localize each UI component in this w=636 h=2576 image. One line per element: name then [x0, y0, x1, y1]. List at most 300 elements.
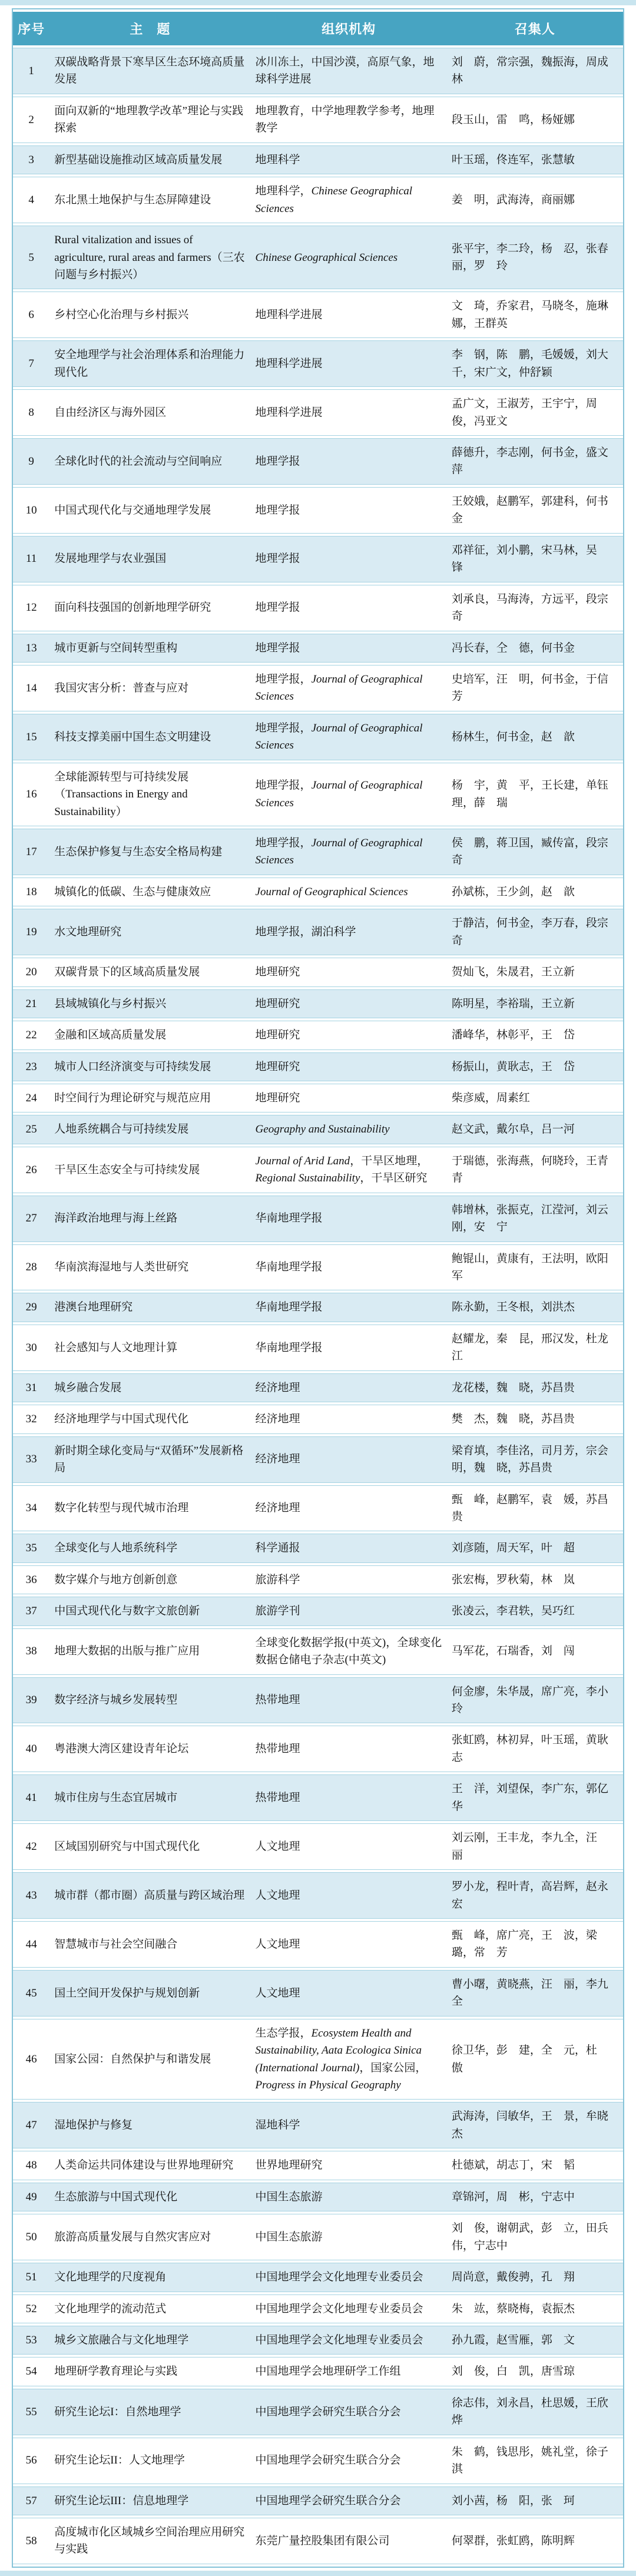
table-row	[13, 1921, 623, 1968]
theme-cell: 东北黑土地保护与生态屏障建设	[49, 177, 250, 223]
organizer-cell: 地理学报	[251, 536, 447, 582]
table-row	[13, 763, 623, 826]
table-row	[13, 2326, 623, 2355]
table-row	[13, 487, 623, 534]
organizer-cell: 生态学报，Ecosystem Health and Sustainability, Aata Ecologica Sinica (International Journal)，国家公园，Progress in Physical Geography	[251, 2019, 447, 2100]
conveners-cell: 邓祥征，刘小鹏，宋马林，吴 锋	[447, 536, 623, 582]
table-row	[13, 340, 623, 387]
organizer-cell: 地理科学，Chinese Geographical Sciences	[251, 177, 447, 223]
organizer-cell: 旅游科学	[251, 1565, 447, 1594]
theme-cell: 城乡文旅融合与文化地理学	[49, 2326, 250, 2355]
program-table-wrap	[12, 8, 624, 2568]
conveners-cell: 张平宇，李二玲，杨 忍，张春丽，罗 玲	[447, 226, 623, 289]
table-row	[13, 1726, 623, 1772]
row-number-cell: 30	[13, 1325, 49, 1371]
row-number-cell: 14	[13, 665, 49, 711]
row-number-cell: 21	[13, 989, 49, 1018]
conveners-cell: 韩增林，张振克，江滢河，刘云刚，安 宁	[447, 1196, 623, 1242]
table-row	[13, 226, 623, 289]
conveners-cell: 杨林生，何书金，赵 歆	[447, 714, 623, 760]
table-row	[13, 2389, 623, 2435]
table-row	[13, 2019, 623, 2100]
organizer-cell: 中国生态旅游	[251, 2214, 447, 2260]
conveners-cell: 曹小曙，黄晓燕，汪 丽，李九全	[447, 1970, 623, 2017]
theme-cell: 港澳台地理研究	[49, 1293, 250, 1322]
theme-cell: 国家公园：自然保护与和谐发展	[49, 2019, 250, 2100]
theme-cell: 安全地理学与社会治理体系和治理能力现代化	[49, 340, 250, 387]
table-row	[13, 2263, 623, 2292]
conveners-cell: 孙斌栋，王少剑，赵 歆	[447, 878, 623, 906]
table-row	[13, 1970, 623, 2017]
theme-cell: 研究生论坛I：自然地理学	[49, 2389, 250, 2435]
conveners-cell: 陈明星，李裕瑞，王立新	[447, 989, 623, 1018]
conveners-cell: 甄 峰，赵鹏军，袁 媛，苏昌贵	[447, 1485, 623, 1532]
theme-cell: 研究生论坛II：人文地理学	[49, 2438, 250, 2484]
theme-cell: 湿地保护与修复	[49, 2102, 250, 2148]
organizer-cell: 人文地理	[251, 1823, 447, 1870]
organizer-cell: 地理科学	[251, 145, 447, 174]
organizer-cell: 全球变化数据学报(中英文)，全球变化数据仓储电子杂志(中英文)	[251, 1628, 447, 1675]
theme-cell: 乡村空心化治理与乡村振兴	[49, 292, 250, 338]
table-row	[13, 1597, 623, 1625]
organizer-cell: 东莞广量控股集团有限公司	[251, 2518, 447, 2564]
organizer-cell: 湿地科学	[251, 2102, 447, 2148]
conveners-cell: 张凌云，李君轶，吴巧红	[447, 1597, 623, 1625]
row-number-cell: 3	[13, 145, 49, 174]
conveners-cell: 冯长春，仝 德，何书金	[447, 634, 623, 663]
theme-cell: 数字媒介与地方创新创意	[49, 1565, 250, 1594]
table-row	[13, 1293, 623, 1322]
conveners-cell: 梁育填，李佳洺，司月芳，宗会明，魏 晓，苏昌贵	[447, 1436, 623, 1483]
table-row	[13, 1823, 623, 1870]
organizer-cell: 地理学报	[251, 585, 447, 631]
theme-cell: 高度城市化区域城乡空间治理应用研究与实践	[49, 2518, 250, 2564]
organizer-cell: 中国地理学会研究生联合分会	[251, 2389, 447, 2435]
row-number-cell: 1	[13, 48, 49, 94]
table-row	[13, 2438, 623, 2484]
row-number-cell: 29	[13, 1293, 49, 1322]
table-row	[13, 1147, 623, 1193]
row-number-cell: 23	[13, 1052, 49, 1081]
organizer-cell: 华南地理学报	[251, 1196, 447, 1242]
row-number-cell: 27	[13, 1196, 49, 1242]
organizer-cell: 地理学报，Journal of Geographical Sciences	[251, 763, 447, 826]
conveners-cell: 刘承良，马海涛，方远平，段宗奇	[447, 585, 623, 631]
theme-cell: 金融和区域高质量发展	[49, 1021, 250, 1049]
row-number-cell: 46	[13, 2019, 49, 2100]
conveners-cell: 刘 俊，白 凯，唐雪琼	[447, 2357, 623, 2386]
col-header-theme: 主 题	[49, 12, 250, 45]
table-row	[13, 1115, 623, 1144]
organizer-cell: 地理研究	[251, 1084, 447, 1112]
theme-cell: 旅游高质量发展与自然灾害应对	[49, 2214, 250, 2260]
conveners-cell: 刘 俊，谢朝武，彭 立，田兵伟，宁志中	[447, 2214, 623, 2260]
table-row	[13, 1325, 623, 1371]
organizer-cell: 地理研究	[251, 958, 447, 986]
row-number-cell: 47	[13, 2102, 49, 2148]
conveners-cell: 马军花，石瑞香，刘 闯	[447, 1628, 623, 1675]
organizer-cell: 中国生态旅游	[251, 2183, 447, 2211]
table-row	[13, 1196, 623, 1242]
organizer-cell: 地理学报	[251, 634, 447, 663]
row-number-cell: 25	[13, 1115, 49, 1144]
row-number-cell: 38	[13, 1628, 49, 1675]
table-row	[13, 97, 623, 143]
conveners-cell: 于瑞德，张海燕，何晓玲，王青青	[447, 1147, 623, 1193]
conveners-cell: 贺灿飞，朱晟君，王立新	[447, 958, 623, 986]
row-number-cell: 32	[13, 1405, 49, 1433]
row-number-cell: 33	[13, 1436, 49, 1483]
row-number-cell: 49	[13, 2183, 49, 2211]
theme-cell: 自由经济区与海外园区	[49, 389, 250, 436]
row-number-cell: 54	[13, 2357, 49, 2386]
conveners-cell: 章锦河，周 彬，宁志中	[447, 2183, 623, 2211]
organizer-cell: 地理研究	[251, 1021, 447, 1049]
conveners-cell: 李 钢，陈 鹏，毛媛媛，刘大千，宋广文，仲舒颖	[447, 340, 623, 387]
organizer-cell: 地理科学进展	[251, 340, 447, 387]
conveners-cell: 孙九霞，赵雪雁，郭 文	[447, 2326, 623, 2355]
col-header-number: 序号	[13, 12, 49, 45]
table-row	[13, 536, 623, 582]
table-row	[13, 634, 623, 663]
theme-cell: 粤港澳大湾区建设青年论坛	[49, 1726, 250, 1772]
table-row	[13, 878, 623, 906]
organizer-cell: Journal of Arid Land，干旱区地理，Regional Sustainability，干旱区研究	[251, 1147, 447, 1193]
table-row	[13, 1485, 623, 1532]
table-row	[13, 1405, 623, 1433]
conveners-cell: 刘小茜，杨 阳，张 珂	[447, 2486, 623, 2515]
row-number-cell: 34	[13, 1485, 49, 1532]
table-row	[13, 989, 623, 1018]
organizer-cell: 华南地理学报	[251, 1325, 447, 1371]
conveners-cell: 徐卫华，彭 建，全 元，杜 傲	[447, 2019, 623, 2100]
theme-cell: 城市人口经济演变与可持续发展	[49, 1052, 250, 1081]
theme-cell: 城市更新与空间转型重构	[49, 634, 250, 663]
organizer-cell: 人文地理	[251, 1921, 447, 1968]
conveners-cell: 潘峰华，林彰平，王 岱	[447, 1021, 623, 1049]
row-number-cell: 37	[13, 1597, 49, 1625]
conveners-cell: 鲍锟山，黄康有，王法明，欧阳军	[447, 1244, 623, 1291]
table-row	[13, 2183, 623, 2211]
row-number-cell: 17	[13, 829, 49, 875]
organizer-cell: 中国地理学会地理研学工作组	[251, 2357, 447, 2386]
table-row	[13, 1373, 623, 1402]
conveners-cell: 姜 明，武海涛，商丽娜	[447, 177, 623, 223]
organizer-cell: Geography and Sustainability	[251, 1115, 447, 1144]
theme-cell: 全球能源转型与可持续发展（Transactions in Energy and Sustainability）	[49, 763, 250, 826]
organizer-cell: 经济地理	[251, 1436, 447, 1483]
conveners-cell: 王 洋，刘望保，李广东，郭亿华	[447, 1774, 623, 1821]
theme-cell: 地理研学教育理论与实践	[49, 2357, 250, 2386]
organizer-cell: 经济地理	[251, 1373, 447, 1402]
theme-cell: 中国式现代化与交通地理学发展	[49, 487, 250, 534]
theme-cell: 面向科技强国的创新地理学研究	[49, 585, 250, 631]
organizer-cell: 热带地理	[251, 1774, 447, 1821]
conveners-cell: 王姣娥，赵鹏军，郭建科，何书金	[447, 487, 623, 534]
theme-cell: 城镇化的低碳、生态与健康效应	[49, 878, 250, 906]
conveners-cell: 叶玉瑶，佟连军，张慧敏	[447, 145, 623, 174]
row-number-cell: 28	[13, 1244, 49, 1291]
theme-cell: 干旱区生态安全与可持续发展	[49, 1147, 250, 1193]
theme-cell: 城乡融合发展	[49, 1373, 250, 1402]
organizer-cell: 热带地理	[251, 1726, 447, 1772]
table-row	[13, 1628, 623, 1675]
theme-cell: 县域城镇化与乡村振兴	[49, 989, 250, 1018]
organizer-cell: 中国地理学会研究生联合分会	[251, 2486, 447, 2515]
organizer-cell: 经济地理	[251, 1405, 447, 1433]
organizer-cell: 中国地理学会研究生联合分会	[251, 2438, 447, 2484]
theme-cell: Rural vitalization and issues of agriculture, rural areas and farmers（三农问题与乡村振兴）	[49, 226, 250, 289]
organizer-cell: 地理学报	[251, 487, 447, 534]
row-number-cell: 20	[13, 958, 49, 986]
table-row	[13, 585, 623, 631]
theme-cell: 水文地理研究	[49, 909, 250, 955]
row-number-cell: 12	[13, 585, 49, 631]
col-header-organizer: 组织机构	[251, 12, 447, 45]
theme-cell: 人类命运共同体建设与世界地理研究	[49, 2151, 250, 2180]
table-row	[13, 1084, 623, 1112]
theme-cell: 智慧城市与社会空间融合	[49, 1921, 250, 1968]
table-header	[13, 12, 623, 45]
theme-cell: 经济地理学与中国式现代化	[49, 1405, 250, 1433]
theme-cell: 区域国别研究与中国式现代化	[49, 1823, 250, 1870]
theme-cell: 时空间行为理论研究与规范应用	[49, 1084, 250, 1112]
theme-cell: 发展地理学与农业强国	[49, 536, 250, 582]
table-row	[13, 1021, 623, 1049]
row-number-cell: 11	[13, 536, 49, 582]
theme-cell: 生态旅游与中国式现代化	[49, 2183, 250, 2211]
conveners-cell: 武海涛，闫敏华，王 景，牟晓杰	[447, 2102, 623, 2148]
theme-cell: 数字化转型与现代城市治理	[49, 1485, 250, 1532]
row-number-cell: 9	[13, 438, 49, 485]
col-header-conveners: 召集人	[447, 12, 623, 45]
table-body	[13, 48, 623, 2564]
conveners-cell: 史培军，汪 明，何书金，于信芳	[447, 665, 623, 711]
row-number-cell: 50	[13, 2214, 49, 2260]
theme-cell: 研究生论坛III：信息地理学	[49, 2486, 250, 2515]
table-row	[13, 292, 623, 338]
table-row	[13, 2357, 623, 2386]
table-row	[13, 1565, 623, 1594]
conveners-cell: 徐志伟，刘永昌，杜思媛，王欣烨	[447, 2389, 623, 2435]
theme-cell: 城市住房与生态宜居城市	[49, 1774, 250, 1821]
row-number-cell: 51	[13, 2263, 49, 2292]
organizer-cell: 中国地理学会文化地理专业委员会	[251, 2326, 447, 2355]
row-number-cell: 31	[13, 1373, 49, 1402]
conveners-cell: 于静洁，何书金，李万春，段宗奇	[447, 909, 623, 955]
row-number-cell: 8	[13, 389, 49, 436]
table-row	[13, 829, 623, 875]
theme-cell: 生态保护修复与生态安全格局构建	[49, 829, 250, 875]
organizer-cell: 地理教育，中学地理教学参考，地理教学	[251, 97, 447, 143]
row-number-cell: 43	[13, 1872, 49, 1919]
conveners-cell: 刘云刚，王丰龙，李九全，汪 丽	[447, 1823, 623, 1870]
row-number-cell: 7	[13, 340, 49, 387]
row-number-cell: 53	[13, 2326, 49, 2355]
row-number-cell: 4	[13, 177, 49, 223]
organizer-cell: 地理学报，Journal of Geographical Sciences	[251, 829, 447, 875]
organizer-cell: 中国地理学会文化地理专业委员会	[251, 2294, 447, 2323]
organizer-cell: 地理科学进展	[251, 292, 447, 338]
table-row	[13, 2294, 623, 2323]
organizer-cell: 人文地理	[251, 1970, 447, 2017]
conveners-cell: 陈永勤，王冬根，刘洪杰	[447, 1293, 623, 1322]
table-row	[13, 1052, 623, 1081]
theme-cell: 华南滨海湿地与人类世研究	[49, 1244, 250, 1291]
row-number-cell: 39	[13, 1677, 49, 1724]
theme-cell: 文化地理学的流动范式	[49, 2294, 250, 2323]
row-number-cell: 10	[13, 487, 49, 534]
conveners-cell: 赵文武，戴尔阜，吕一河	[447, 1115, 623, 1144]
top-decor-strip	[0, 0, 636, 5]
table-row	[13, 177, 623, 223]
row-number-cell: 6	[13, 292, 49, 338]
conveners-cell: 杨振山，黄耿志，王 岱	[447, 1052, 623, 1081]
row-number-cell: 48	[13, 2151, 49, 2180]
conveners-cell: 刘彦随，周天军，叶 超	[447, 1534, 623, 1562]
table-row	[13, 958, 623, 986]
conveners-cell: 孟广文，王淑芳，王宇宁，周 俊，冯亚文	[447, 389, 623, 436]
organizer-cell: 地理研究	[251, 989, 447, 1018]
table-row	[13, 1534, 623, 1562]
conveners-cell: 段玉山，雷 鸣，杨娅娜	[447, 97, 623, 143]
row-number-cell: 26	[13, 1147, 49, 1193]
table-row	[13, 665, 623, 711]
row-number-cell: 56	[13, 2438, 49, 2484]
row-number-cell: 22	[13, 1021, 49, 1049]
theme-cell: 新型基础设施推动区域高质量发展	[49, 145, 250, 174]
table-row	[13, 1244, 623, 1291]
row-number-cell: 42	[13, 1823, 49, 1870]
organizer-cell: 世界地理研究	[251, 2151, 447, 2180]
table-row	[13, 1677, 623, 1724]
table-row	[13, 389, 623, 436]
organizer-cell: 热带地理	[251, 1677, 447, 1724]
organizer-cell: 地理学报，湖泊科学	[251, 909, 447, 955]
conveners-cell: 柴彦威，周素红	[447, 1084, 623, 1112]
organizer-cell: 地理学报，Journal of Geographical Sciences	[251, 665, 447, 711]
table-row	[13, 1872, 623, 1919]
organizer-cell: 华南地理学报	[251, 1293, 447, 1322]
conveners-cell: 张宏梅，罗秋菊，林 岚	[447, 1565, 623, 1594]
theme-cell: 中国式现代化与数字文旅创新	[49, 1597, 250, 1625]
row-number-cell: 24	[13, 1084, 49, 1112]
row-number-cell: 44	[13, 1921, 49, 1968]
row-number-cell: 35	[13, 1534, 49, 1562]
theme-cell: 新时期全球化变局与“双循环”发展新格局	[49, 1436, 250, 1483]
theme-cell: 文化地理学的尺度视角	[49, 2263, 250, 2292]
theme-cell: 城市群（都市圈）高质量与跨区域治理	[49, 1872, 250, 1919]
theme-cell: 全球变化与人地系统科学	[49, 1534, 250, 1562]
theme-cell: 我国灾害分析：普查与应对	[49, 665, 250, 711]
conveners-cell: 周尚意，戴俊骋，孔 翔	[447, 2263, 623, 2292]
conveners-cell: 薛德升，李志刚，何书金，盛文萍	[447, 438, 623, 485]
conveners-cell: 杜德斌，胡志丁，宋 韬	[447, 2151, 623, 2180]
conveners-cell: 刘 蔚，常宗强，魏振海，周成林	[447, 48, 623, 94]
row-number-cell: 55	[13, 2389, 49, 2435]
conveners-cell: 朱 竑，蔡晓梅，袁振杰	[447, 2294, 623, 2323]
bottom-decor-strip	[0, 2571, 636, 2576]
conveners-cell: 樊 杰，魏 晓，苏昌贵	[447, 1405, 623, 1433]
theme-cell: 人地系统耦合与可持续发展	[49, 1115, 250, 1144]
conveners-cell: 赵耀龙，秦 昆，邢汉发，杜龙江	[447, 1325, 623, 1371]
row-number-cell: 16	[13, 763, 49, 826]
row-number-cell: 13	[13, 634, 49, 663]
organizer-cell: 地理学报，Journal of Geographical Sciences	[251, 714, 447, 760]
header-row	[13, 12, 623, 45]
row-number-cell: 19	[13, 909, 49, 955]
organizer-cell: Chinese Geographical Sciences	[251, 226, 447, 289]
table-row	[13, 1774, 623, 1821]
row-number-cell: 40	[13, 1726, 49, 1772]
organizer-cell: 旅游学刊	[251, 1597, 447, 1625]
row-number-cell: 57	[13, 2486, 49, 2515]
row-number-cell: 41	[13, 1774, 49, 1821]
theme-cell: 面向双新的“地理教学改革”理论与实践探索	[49, 97, 250, 143]
row-number-cell: 5	[13, 226, 49, 289]
theme-cell: 国土空间开发保护与规划创新	[49, 1970, 250, 2017]
row-number-cell: 36	[13, 1565, 49, 1594]
table-row	[13, 2486, 623, 2515]
row-number-cell: 58	[13, 2518, 49, 2564]
conveners-cell: 朱 鹤，钱思彤，姚礼堂，徐子淇	[447, 2438, 623, 2484]
theme-cell: 科技支撑美丽中国生态文明建设	[49, 714, 250, 760]
table-row	[13, 2151, 623, 2180]
organizer-cell: 地理研究	[251, 1052, 447, 1081]
organizer-cell: 地理科学进展	[251, 389, 447, 436]
row-number-cell: 2	[13, 97, 49, 143]
conveners-cell: 罗小龙，程叶青，高岩辉，赵永宏	[447, 1872, 623, 1919]
table-row	[13, 714, 623, 760]
theme-cell: 数字经济与城乡发展转型	[49, 1677, 250, 1724]
conveners-cell: 何金廖，朱华晟，席广亮，李小玲	[447, 1677, 623, 1724]
table-row	[13, 2214, 623, 2260]
table-row	[13, 2102, 623, 2148]
table-row	[13, 2518, 623, 2564]
conveners-cell: 何翠群，张虹鸥，陈明辉	[447, 2518, 623, 2564]
organizer-cell: 华南地理学报	[251, 1244, 447, 1291]
row-number-cell: 18	[13, 878, 49, 906]
row-number-cell: 45	[13, 1970, 49, 2017]
theme-cell: 地理大数据的出版与推广应用	[49, 1628, 250, 1675]
program-table	[13, 9, 623, 2567]
theme-cell: 海洋政治地理与海上丝路	[49, 1196, 250, 1242]
organizer-cell: 经济地理	[251, 1485, 447, 1532]
table-row	[13, 438, 623, 485]
organizer-cell: 人文地理	[251, 1872, 447, 1919]
conveners-cell: 张虹鸥，林初昇，叶玉瑶，黄耿志	[447, 1726, 623, 1772]
organizer-cell: Journal of Geographical Sciences	[251, 878, 447, 906]
organizer-cell: 中国地理学会文化地理专业委员会	[251, 2263, 447, 2292]
row-number-cell: 15	[13, 714, 49, 760]
table-row	[13, 1436, 623, 1483]
conveners-cell: 甄 峰，席广亮，王 波，梁 璐，常 芳	[447, 1921, 623, 1968]
organizer-cell: 科学通报	[251, 1534, 447, 1562]
row-number-cell: 52	[13, 2294, 49, 2323]
organizer-cell: 地理学报	[251, 438, 447, 485]
conveners-cell: 文 琦，乔家君，马晓冬，施琳娜，王群英	[447, 292, 623, 338]
conveners-cell: 龙花楼，魏 晓，苏昌贵	[447, 1373, 623, 1402]
table-row	[13, 145, 623, 174]
organizer-cell: 冰川冻土，中国沙漠，高原气象，地球科学进展	[251, 48, 447, 94]
table-row	[13, 48, 623, 94]
theme-cell: 双碳背景下的区域高质量发展	[49, 958, 250, 986]
theme-cell: 全球化时代的社会流动与空间响应	[49, 438, 250, 485]
theme-cell: 双碳战略背景下寒旱区生态环境高质量发展	[49, 48, 250, 94]
conveners-cell: 侯 鹏，蒋卫国，臧传富，段宗奇	[447, 829, 623, 875]
table-row	[13, 909, 623, 955]
theme-cell: 社会感知与人文地理计算	[49, 1325, 250, 1371]
